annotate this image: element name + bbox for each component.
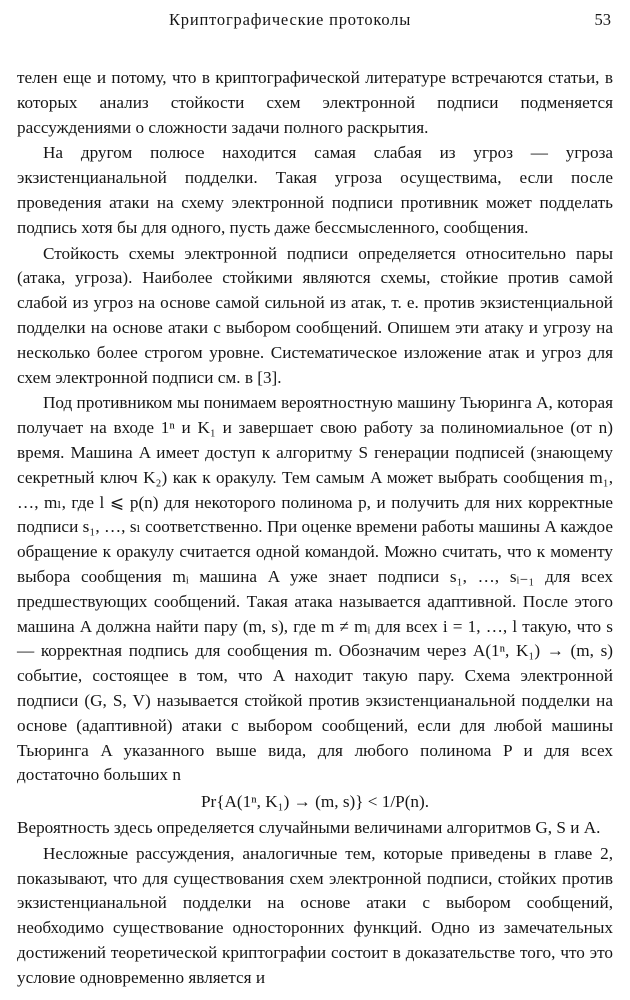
paragraph-one-way-functions: Несложные рассуждения, аналогичные тем, которые приведены в главе 2, показывают, что для существования схем электронной подписи, стойких против экзистенцианальной подделки на основе атаки с выбором сообщений, необходимо существование односторонних функций. Одно из замечательных достижений теоретической криптографии состоит в доказательстве того, что это условие одновременно является и xyxy=(17,843,613,987)
paragraph-continuation: телен еще и потому, что в криптографической литературе встречаются статьи, в которых анализ стойкости схем электронной подписи подменяется рассуждениями о сложности задачи полного раскрытия. xyxy=(17,68,613,137)
running-title: Криптографические протоколы xyxy=(169,10,412,29)
running-header xyxy=(17,8,613,38)
paragraph-adversary-definition: Под противником мы понимаем вероятностную машину Тьюринга A, которая получает на входе 1ⁿ и K₁ и завершает свою работу за полиномиальное (от n) время. Машина A имеет доступ к алгоритму S генерации подписей (знающему секретный ключ K₂) как к оракулу. Тем самым A может выбрать сообщения m₁, …, mₗ, где l ⩽ p(n) для некоторого полинома p, и получить для них корректные подписи s₁, …, sₗ соответственно. При оценке времени работы машины A каждое обращение к оракулу считается одной командой. Можно считать, что к моменту выбора сообщения mᵢ машина A уже знает подписи s₁, …, sᵢ₋₁ для всех предшествующих сообщений. Такая атака называется адаптивной. После этого машина A должна найти пару (m, s), где m ≠ mᵢ для всех i = 1, …, l такую, что s — корректная подпись для сообщения m. Обозначим через A(1ⁿ, K₁) → (m, s) событие, состоящее в том, что A находит такую пару. Схема электронной подписи (G, S, V) называется стойкой против экзистенцианальной подделки на основе (адаптивной) атаки с выбором сообщений, если для любой машины Тьюринга A указанного выше вида, для любого полинома P и для всех достаточно больших n xyxy=(17,393,613,785)
paragraph-weakest-threat: На другом полюсе находится самая слабая из угроз — угроза экзистенцианальной подделки. Такая угроза осуществима, если после проведения атаки на схему электронной подписи противник может подделать подпись хотя бы для одного, пусть даже бессмысленного, сообщения. xyxy=(17,143,613,237)
paragraph-probability-note: Вероятность здесь определяется случайными величинами алгоритмов G, S и A. xyxy=(17,817,601,837)
paragraph-signature-strength: Стойкость схемы электронной подписи определяется относительно пары (атака, угроза). Наиболее стойкими являются схемы, стойкие против самой слабой из угроз на основе самой сильной из атак, т. е. против экзистенциальной подделки на основе атаки с выбором сообщений. Опишем эти атаку и угрозу на несколько более строгом уровне. Систематическое изложение атак и угроз для схем электронной подписи см. в [3]. xyxy=(17,243,613,387)
page-number: 53 xyxy=(594,10,611,29)
page-body xyxy=(17,66,613,990)
probability-formula: Pr{A(1ⁿ, K₁) → (m, s)} < 1/P(n). xyxy=(200,792,430,812)
